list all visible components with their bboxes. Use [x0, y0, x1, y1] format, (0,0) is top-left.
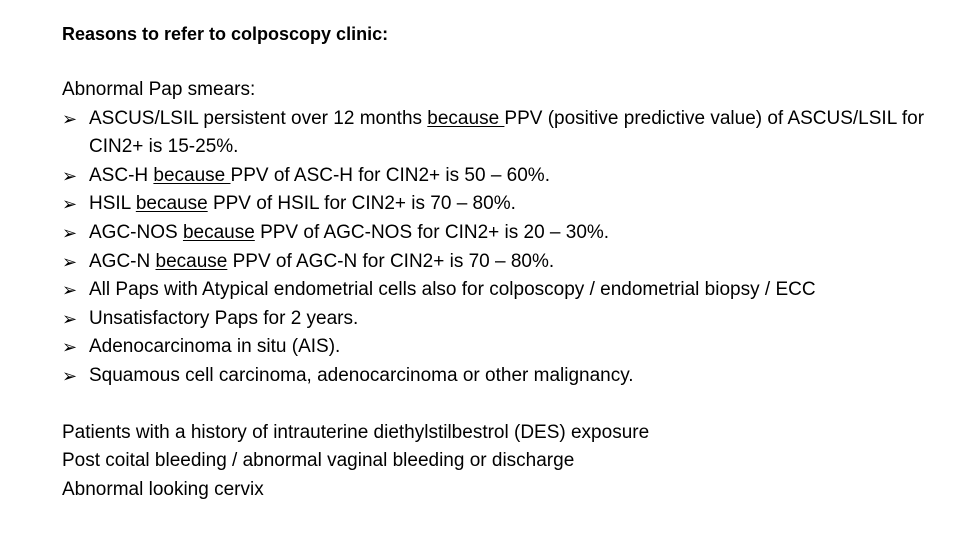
footer-line: Patients with a history of intrauterine diethylstilbestrol (DES) exposure — [62, 421, 650, 443]
slide-content — [62, 20, 942, 504]
list-item: ➢ ASC-H because PPV of ASC-H for CIN2+ is 50 – 60%. — [62, 162, 942, 191]
underlined-text: because — [182, 221, 255, 243]
list-item: ➢ AGC-NOS because PPV of AGC-NOS for CIN2+ is 20 – 30%. — [62, 219, 942, 248]
underlined-text: because — [155, 250, 228, 272]
list-item: ➢ AGC-N because PPV of AGC-N for CIN2+ is 70 – 80%. — [62, 248, 942, 277]
arrow-bullet-icon: ➢ — [62, 365, 78, 386]
footer-notes — [62, 419, 942, 505]
arrow-bullet-icon: ➢ — [62, 337, 78, 358]
arrow-bullet-icon: ➢ — [62, 165, 78, 186]
arrow-bullet-icon: ➢ — [62, 108, 78, 129]
arrow-bullet-icon: ➢ — [62, 251, 78, 272]
list-item: ➢ Squamous cell carcinoma, adenocarcinoma or other malignancy. — [62, 362, 942, 391]
arrow-bullet-icon: ➢ — [62, 222, 78, 243]
list-item: ➢ All Paps with Atypical endometrial cells also for colposcopy / endometrial biopsy / ECC — [62, 276, 942, 305]
arrow-bullet-icon: ➢ — [62, 308, 78, 329]
underlined-text: because — [153, 164, 231, 186]
underlined-text: because — [427, 107, 505, 129]
list-item: ➢ ASCUS/LSIL persistent over 12 months because PPV (positive predictive value) of ASCUS/LSIL for CIN2+ is 15-25%. — [62, 105, 942, 162]
list-item: ➢ Unsatisfactory Paps for 2 years. — [62, 305, 942, 334]
section-heading: Abnormal Pap smears: — [62, 79, 256, 100]
slide-title: Reasons to refer to colposcopy clinic: — [62, 24, 389, 44]
arrow-bullet-icon: ➢ — [62, 280, 78, 301]
footer-line: Post coital bleeding / abnormal vaginal bleeding or discharge — [62, 450, 575, 472]
footer-line: Abnormal looking cervix — [62, 478, 264, 500]
bullet-list — [62, 105, 942, 391]
list-item: ➢ Adenocarcinoma in situ (AIS). — [62, 333, 942, 362]
arrow-bullet-icon: ➢ — [62, 194, 78, 215]
list-item: ➢ HSIL because PPV of HSIL for CIN2+ is 70 – 80%. — [62, 190, 942, 219]
underlined-text: because — [135, 193, 208, 215]
